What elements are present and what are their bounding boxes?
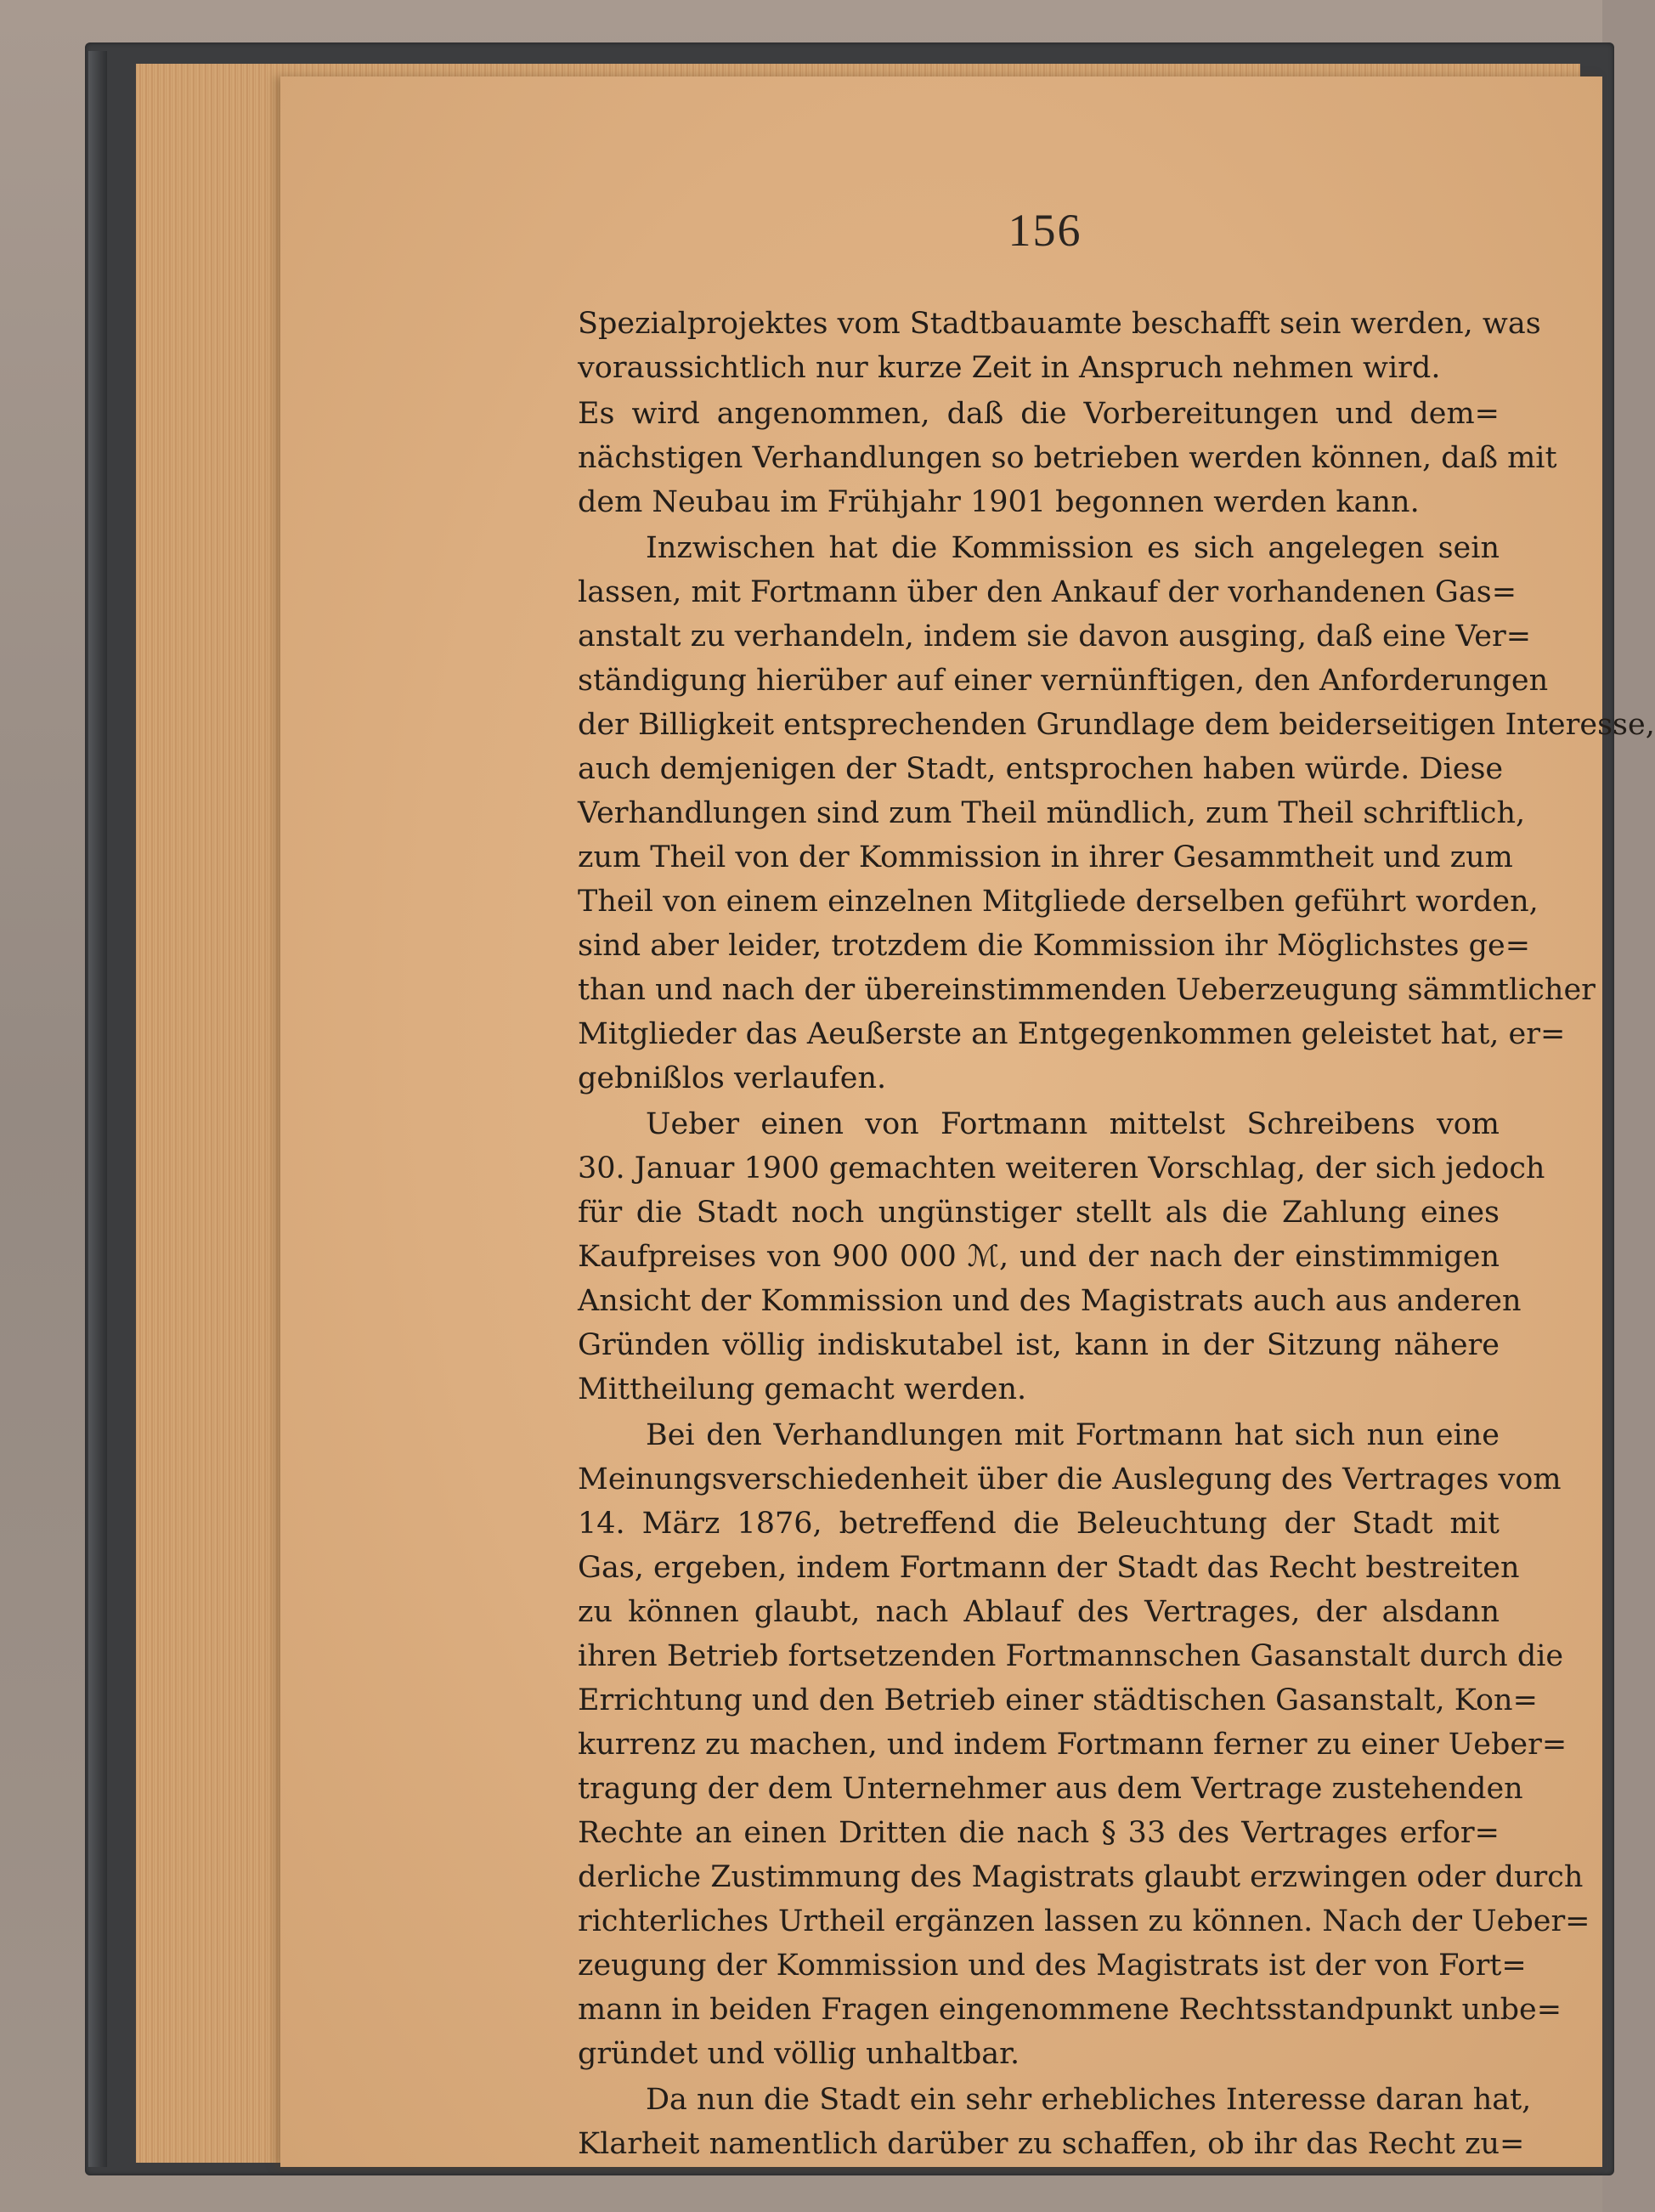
text-line: zum Theil von der Kommission in ihrer Gesammtheit und zum	[578, 840, 1513, 874]
text-line: Gas, ergeben, indem Fortmann der Stadt das Recht bestreiten	[578, 1551, 1520, 1585]
text-line: Spezialprojektes vom Stadtbauamte beschafft sein werden, was	[578, 307, 1541, 341]
text-line: Kaufpreises von 900 000 ℳ, und der nach der einstimmigen	[578, 1240, 1500, 1274]
text-line: lassen, mit Fortmann über den Ankauf der vorhandenen Gas=	[578, 575, 1517, 609]
text-line: kurrenz zu machen, und indem Fortmann ferner zu einer Ueber=	[578, 1728, 1567, 1762]
text-line: Rechte an einen Dritten die nach § 33 des Vertrages erfor=	[578, 1816, 1500, 1850]
body-text	[578, 302, 1655, 2168]
text-line: anstalt zu verhandeln, indem sie davon ausging, daß eine Ver=	[578, 619, 1532, 653]
text-line: Mittheilung gemacht werden.	[578, 1372, 1027, 1406]
text-line: than und nach der übereinstimmenden Ueberzeugung sämmtlicher	[578, 973, 1596, 1007]
text-line: Mitglieder das Aeußerste an Entgegenkommen geleistet hat, er=	[578, 1017, 1566, 1051]
text-line: Inzwischen hat die Kommission es sich angelegen sein	[646, 531, 1500, 565]
text-line: 30. Januar 1900 gemachten weiteren Vorschlag, der sich jedoch	[578, 1151, 1545, 1185]
text-line: Klarheit namentlich darüber zu schaffen, ob ihr das Recht zu=	[578, 2127, 1525, 2161]
text-line: ihren Betrieb fortsetzenden Fortmannschen Gasanstalt durch die	[578, 1639, 1564, 1673]
text-line: gründet und völlig unhaltbar.	[578, 2037, 1020, 2071]
paragraph	[578, 1102, 1545, 1411]
text-line: Theil von einem einzelnen Mitgliede derselben geführt worden,	[578, 885, 1539, 919]
page-number: 156	[1008, 205, 1082, 256]
text-line: Gründen völlig indiskutabel ist, kann in der Sitzung nähere	[578, 1328, 1500, 1362]
text-line: Ueber einen von Fortmann mittelst Schreibens vom	[646, 1107, 1500, 1141]
text-line: Bei den Verhandlungen mit Fortmann hat sich nun eine	[646, 1418, 1500, 1452]
text-line: gebnißlos verlaufen.	[578, 1061, 887, 1095]
text-line: 14. März 1876, betreffend die Beleuchtung der Stadt mit	[578, 1507, 1500, 1541]
text-line: mann in beiden Fragen eingenommene Rechtsstandpunkt unbe=	[578, 1993, 1562, 2027]
text-line: auch demjenigen der Stadt, entsprochen haben würde. Diese	[578, 752, 1504, 786]
text-line: Verhandlungen sind zum Theil mündlich, zum Theil schriftlich,	[578, 796, 1526, 830]
paragraph	[578, 526, 1655, 1100]
text-line: richterliches Urtheil ergänzen lassen zu können. Nach der Ueber=	[578, 1904, 1590, 1938]
text-line: Meinungsverschiedenheit über die Auslegung des Vertrages vom	[578, 1462, 1562, 1496]
text-line: nächstigen Verhandlungen so betrieben werden können, daß mit	[578, 441, 1557, 475]
book-spine-edge	[88, 51, 107, 2167]
text-line: zu können glaubt, nach Ablauf des Vertrages, der alsdann	[578, 1595, 1500, 1629]
paragraph	[578, 392, 1557, 524]
text-line: dem Neubau im Frühjahr 1901 begonnen werden kann.	[578, 485, 1420, 519]
text-line: Es wird angenommen, daß die Vorbereitungen und dem=	[578, 397, 1500, 431]
text-line: tragung der dem Unternehmer aus dem Vertrage zustehenden	[578, 1772, 1523, 1806]
paragraph	[578, 1413, 1590, 2076]
paragraph	[578, 2078, 1532, 2166]
text-line: Ansicht der Kommission und des Magistrats auch aus anderen	[578, 1284, 1522, 1318]
text-line: Errichtung und den Betrieb einer städtischen Gasanstalt, Kon=	[578, 1683, 1538, 1717]
text-line: ständigung hierüber auf einer vernünftigen, den Anforderungen	[578, 664, 1549, 698]
text-line: zeugung der Kommission und des Magistrats ist der von Fort=	[578, 1949, 1527, 1983]
text-line: Da nun die Stadt ein sehr erhebliches Interesse daran hat,	[646, 2083, 1532, 2117]
text-line: sind aber leider, trotzdem die Kommission ihr Möglichstes ge=	[578, 929, 1531, 963]
text-line: voraussichtlich nur kurze Zeit in Anspruch nehmen wird.	[578, 351, 1441, 385]
paragraph	[578, 302, 1541, 390]
text-line: für die Stadt noch ungünstiger stellt als die Zahlung eines	[578, 1196, 1500, 1230]
text-line: derliche Zustimmung des Magistrats glaubt erzwingen oder durch	[578, 1860, 1584, 1894]
text-line: der Billigkeit entsprechenden Grundlage dem beiderseitigen Interesse,	[578, 708, 1655, 742]
